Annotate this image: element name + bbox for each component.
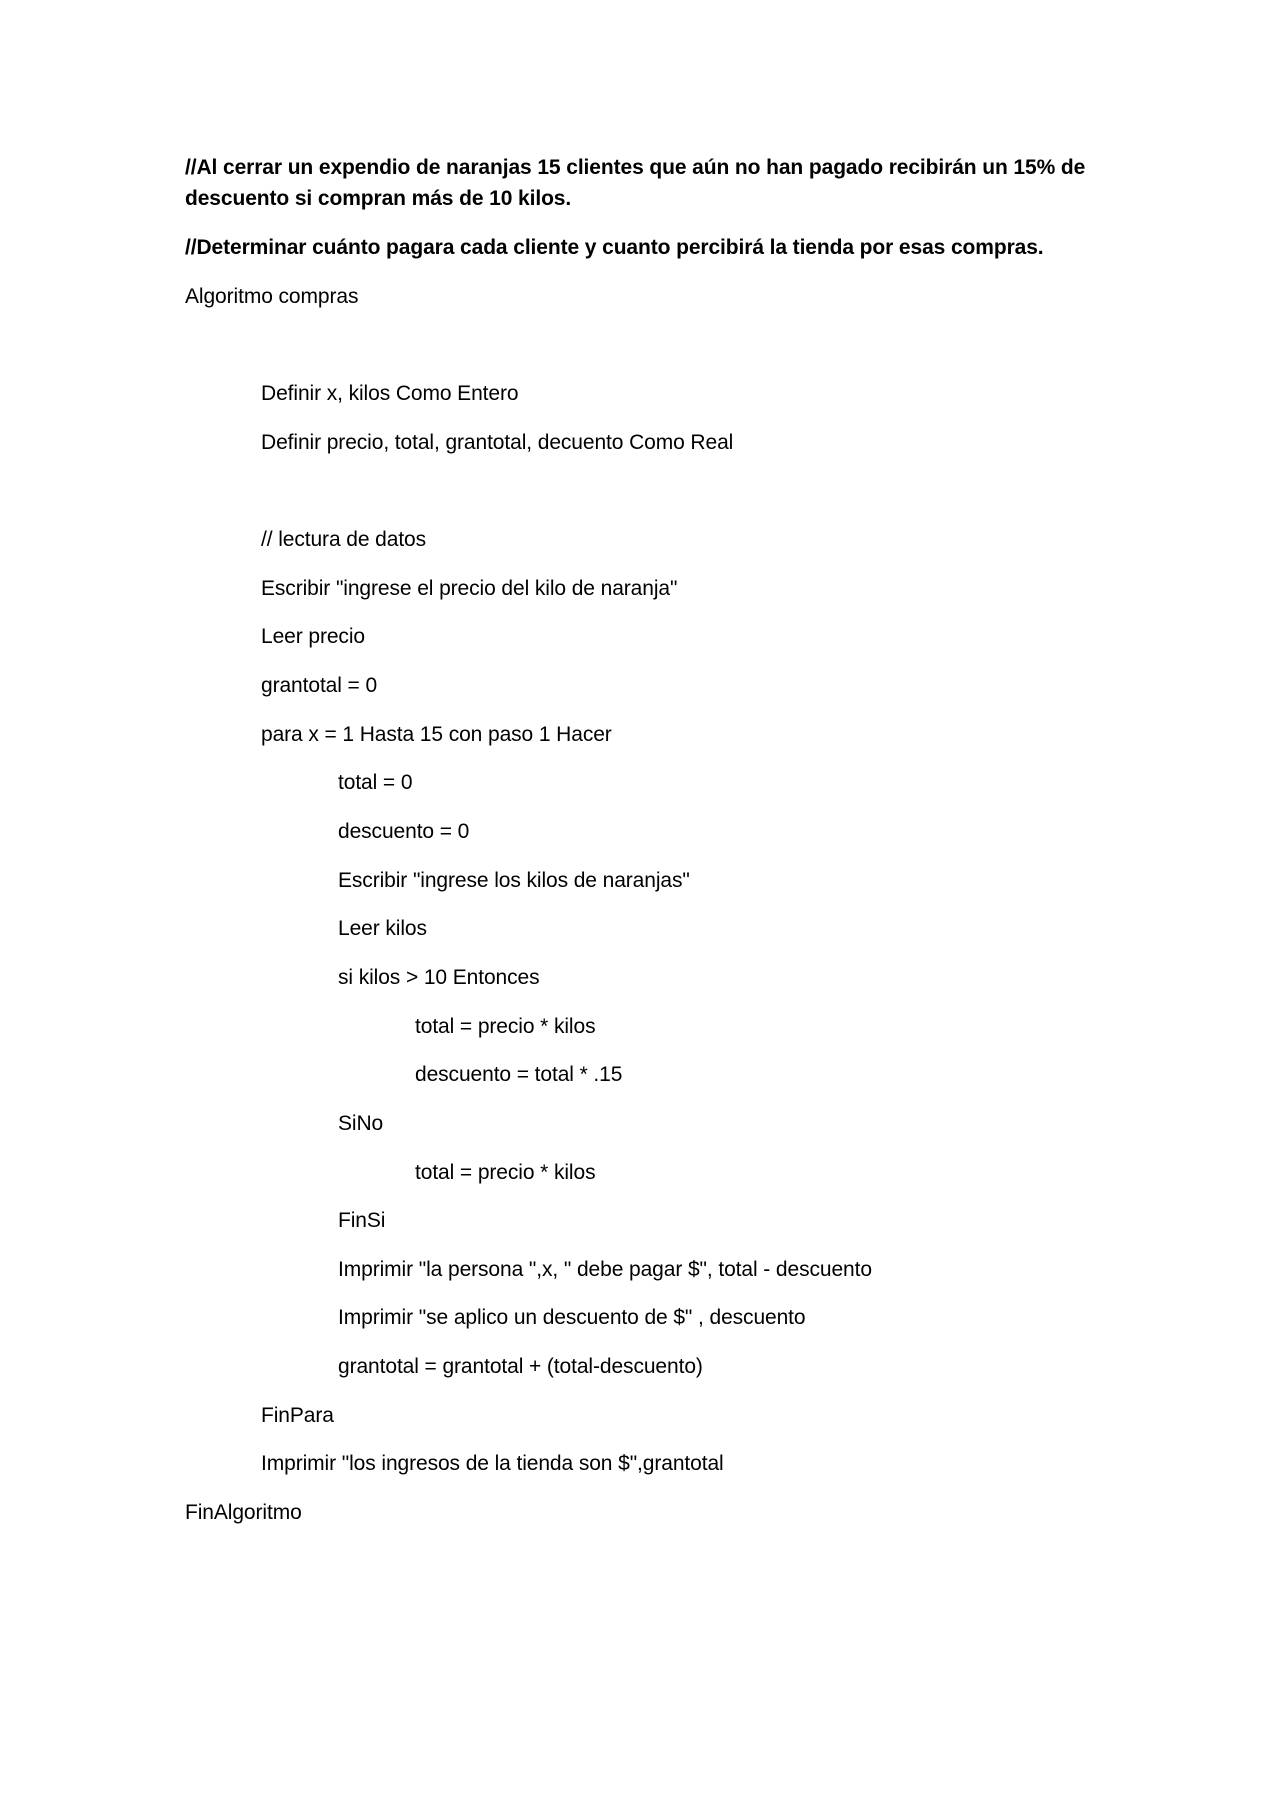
code-line: total = precio * kilos [415,1161,596,1184]
code-line: FinPara [261,1404,334,1427]
code-line: total = 0 [338,771,413,794]
code-line: Imprimir "los ingresos de la tienda son $",grantotal [261,1452,724,1475]
code-line: FinAlgoritmo [185,1501,302,1524]
code-line: grantotal = 0 [261,674,378,697]
header-comment-task: //Determinar cuánto pagara cada cliente y cuanto percibirá la tienda por esas compras. [185,236,1044,259]
code-line: Imprimir "se aplico un descuento de $" , descuento [338,1306,806,1329]
code-line: si kilos > 10 Entonces [338,966,540,989]
code-line: descuento = total * .15 [415,1063,623,1086]
code-line: FinSi [338,1209,386,1232]
code-line: total = precio * kilos [415,1015,596,1038]
code-line: descuento = 0 [338,820,470,843]
code-line: SiNo [338,1112,384,1135]
code-line: para x = 1 Hasta 15 con paso 1 Hacer [261,723,612,746]
code-line: Escribir "ingrese los kilos de naranjas" [338,869,690,892]
code-line: Definir precio, total, grantotal, decuento Como Real [261,431,734,454]
code-line: // lectura de datos [261,528,427,551]
code-line: Algoritmo compras [185,285,359,308]
code-line: grantotal = grantotal + (total-descuento) [338,1355,703,1378]
header-comment-problem: //Al cerrar un expendio de naranjas 15 clientes que aún no han pagado recibirán un 15% de descuento si compran más de 10 kilos. [185,156,1086,210]
code-line: Leer precio [261,625,365,648]
code-line: Imprimir "la persona ",x, " debe pagar $", total - descuento [338,1258,872,1281]
code-line: Escribir "ingrese el precio del kilo de naranja" [261,577,678,600]
code-line: Definir x, kilos Como Entero [261,382,519,405]
code-line: Leer kilos [338,917,427,940]
